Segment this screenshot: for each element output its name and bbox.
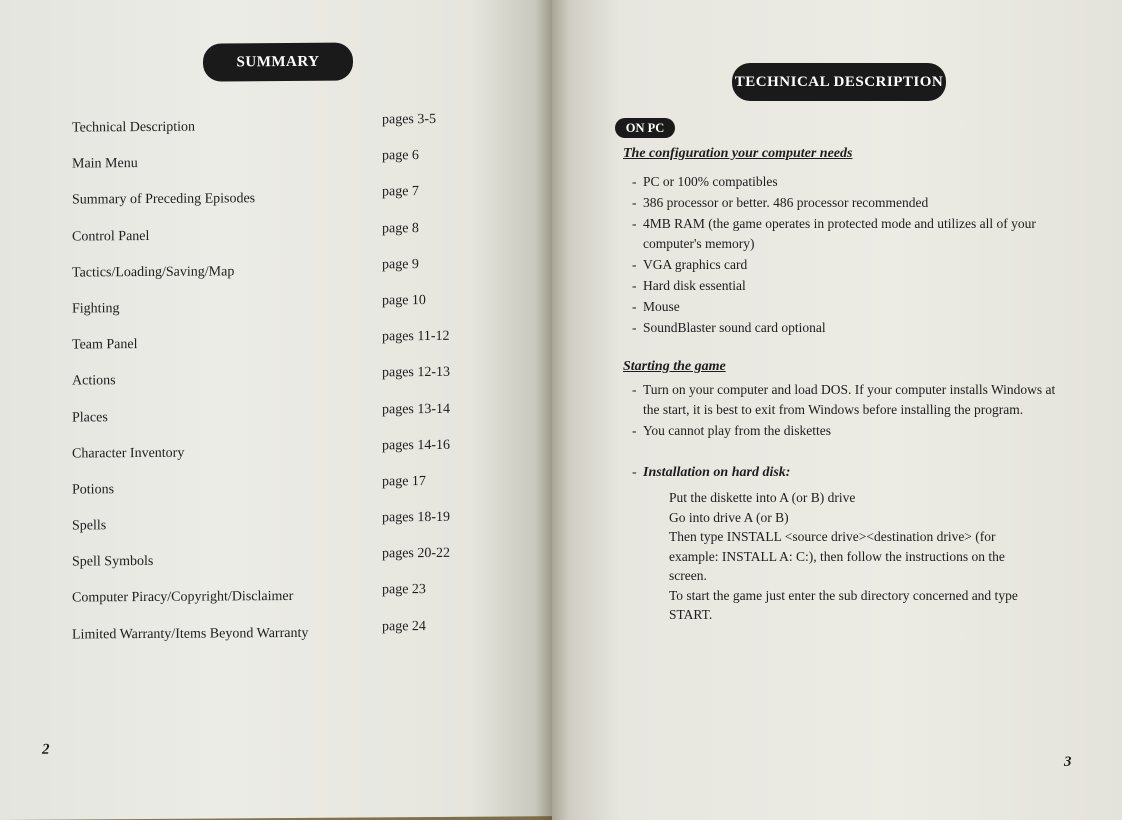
starting-heading: Starting the game <box>623 359 726 374</box>
installation-steps <box>669 488 1029 625</box>
toc-entry-page: pages 14-16 <box>382 437 451 454</box>
install-step: Go into drive A (or B) <box>669 509 789 525</box>
toc-entry-page: pages 20-22 <box>382 546 451 562</box>
toc-entry-title: Spell Symbols <box>72 554 154 570</box>
install-step: Put the diskette into A (or B) drive <box>669 490 856 505</box>
list-item: - Mouse <box>632 297 1072 317</box>
toc-entry <box>72 546 492 591</box>
left-page <box>0 0 552 820</box>
toc-entry-title: Spells <box>72 518 107 534</box>
toc-entry <box>72 618 492 663</box>
toc-entry-page: page 24 <box>382 618 426 634</box>
install-step: Then type INSTALL <source drive><destination drive> (for example: INSTALL A: C:), then follow the instructions on the screen. <box>669 529 1005 583</box>
list-item: - You cannot play from the diskettes <box>632 421 1072 441</box>
page-number-right: 3 <box>1064 754 1072 770</box>
toc-entry-title: Actions <box>72 373 116 389</box>
toc-entry-title: Control Panel <box>72 228 150 245</box>
requirements-list <box>632 172 1072 339</box>
toc-entry-page: pages 12-13 <box>382 365 451 381</box>
platform-badge: ON PC <box>615 118 675 138</box>
install-step: To start the game just enter the sub directory concerned and type START. <box>669 587 1018 622</box>
toc-entry-page: page 10 <box>382 292 426 309</box>
list-item: - Hard disk essential <box>632 276 1072 296</box>
toc-entry <box>72 220 492 265</box>
toc-entry-title: Fighting <box>72 301 120 317</box>
toc-entry-page: page 23 <box>382 582 426 598</box>
toc-entry-title: Character Inventory <box>72 445 185 462</box>
technical-description-title: TECHNICAL DESCRIPTION <box>732 63 946 101</box>
list-item: - SoundBlaster sound card optional <box>632 318 1072 338</box>
summary-title: SUMMARY <box>203 43 353 82</box>
toc-entry <box>72 582 492 627</box>
toc-entry-page: pages 3-5 <box>382 111 437 128</box>
toc-entry-title: Potions <box>72 482 115 498</box>
toc-entry-page: page 9 <box>382 256 419 273</box>
toc-entry-title: Limited Warranty/Items Beyond Warranty <box>72 625 309 643</box>
toc-entry-page: page 17 <box>382 473 426 490</box>
config-heading: The configuration your computer needs <box>623 146 853 161</box>
list-item: - Turn on your computer and load DOS. If your computer installs Windows at the start, it is best to exit from Windows before installing the program. <box>632 380 1072 419</box>
toc-entry-page: page 7 <box>382 184 419 200</box>
toc-entry <box>72 111 492 157</box>
list-item: - 386 processor or better. 486 processor recommended <box>632 193 1072 213</box>
starting-list <box>632 380 1072 442</box>
toc-entry-title: Tactics/Loading/Saving/Map <box>72 264 235 281</box>
toc-entry-title: Main Menu <box>72 156 138 172</box>
installation-heading: - Installation on hard disk: <box>632 465 790 481</box>
toc-entry-title: Technical Description <box>72 119 196 136</box>
toc-entry-title: Places <box>72 409 108 425</box>
toc-entry <box>72 148 492 193</box>
toc-entry-page: pages 18-19 <box>382 509 451 526</box>
list-item: - VGA graphics card <box>632 255 1072 275</box>
toc-entry-page: page 6 <box>382 148 419 164</box>
table-of-contents <box>72 111 492 664</box>
list-item: - PC or 100% compatibles <box>632 172 1072 192</box>
toc-entry-page: page 8 <box>382 220 419 236</box>
toc-entry <box>72 256 492 301</box>
right-page <box>552 0 1122 820</box>
list-item: - 4MB RAM (the game operates in protected mode and utilizes all of your computer's memory) <box>632 214 1072 253</box>
toc-entry-title: Team Panel <box>72 337 138 353</box>
toc-entry-title: Summary of Preceding Episodes <box>72 191 256 208</box>
toc-entry-page: pages 11-12 <box>382 328 450 345</box>
toc-entry <box>72 184 492 229</box>
toc-entry-title: Computer Piracy/Copyright/Disclaimer <box>72 589 294 606</box>
toc-entry-page: pages 13-14 <box>382 401 451 417</box>
page-number-left: 2 <box>42 741 50 758</box>
toc-entry <box>72 437 492 482</box>
